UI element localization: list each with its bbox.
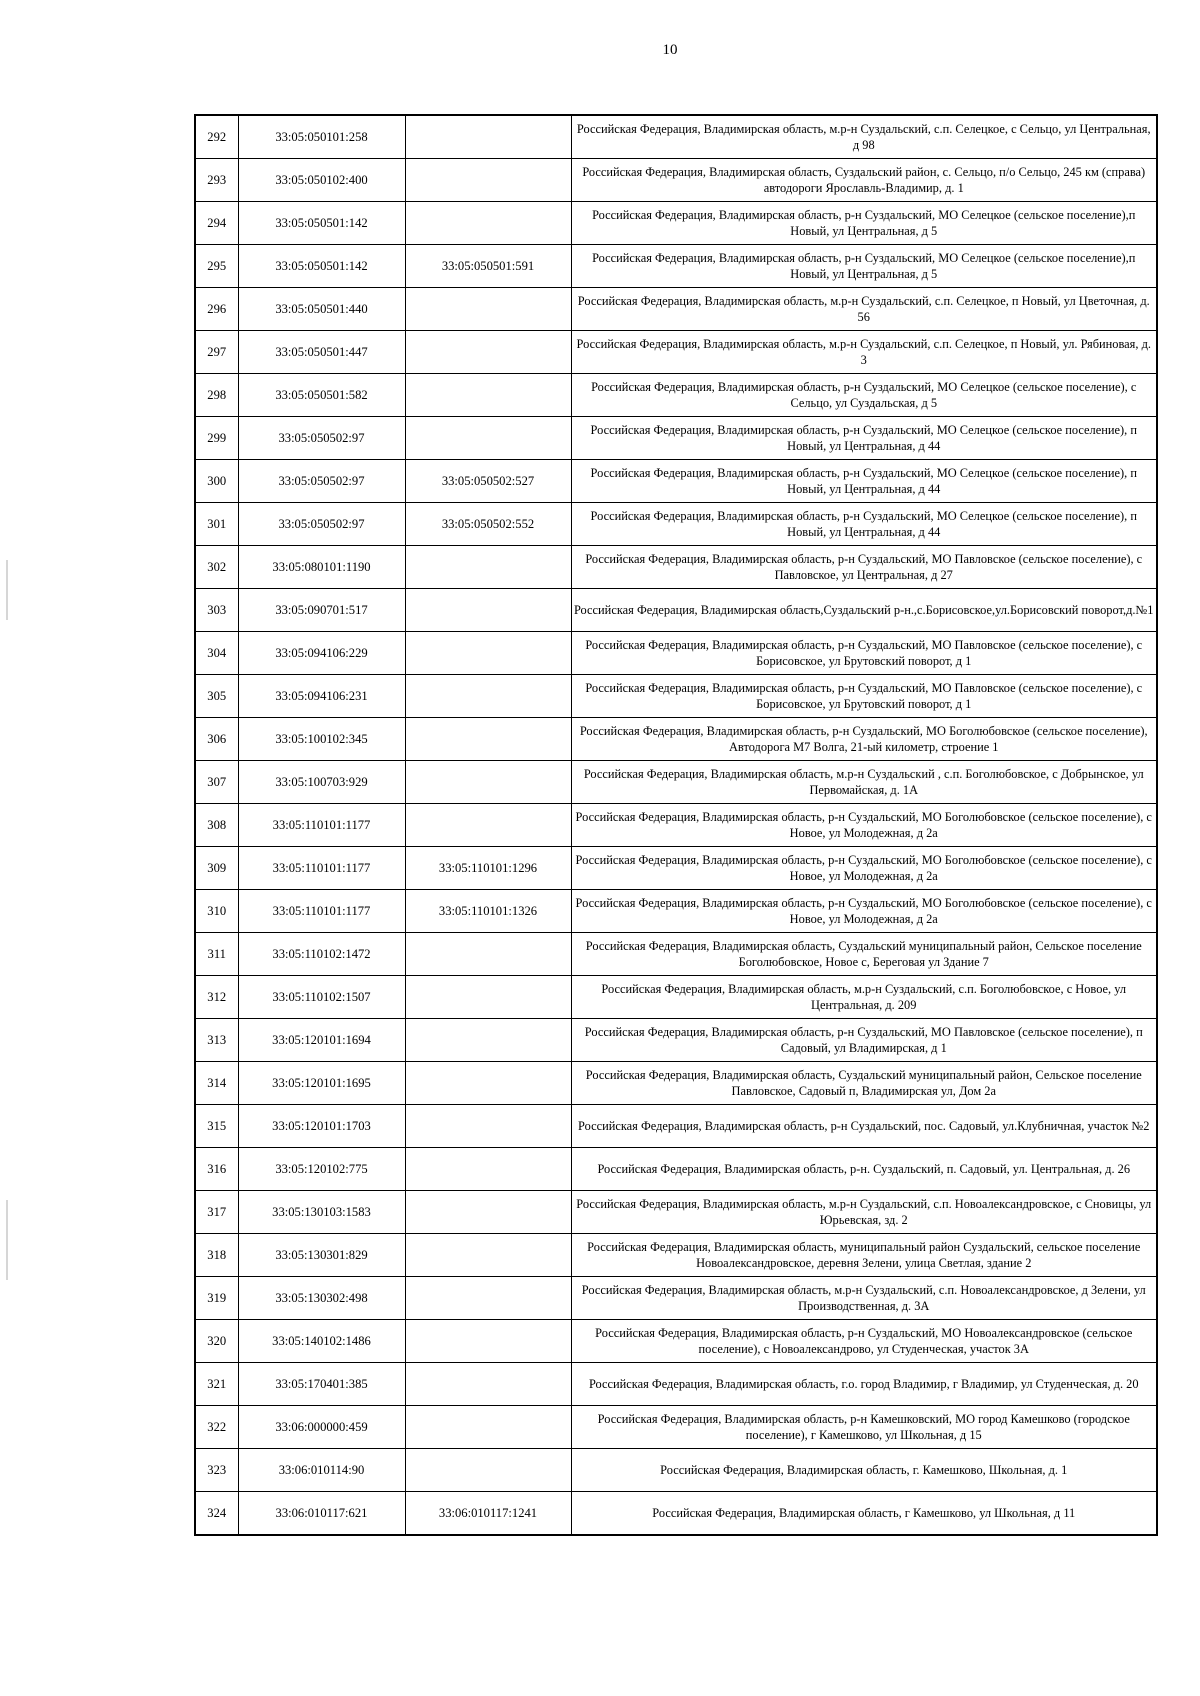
address-cell: Российская Федерация, Владимирская область, р-н Суздальский, МО Селецкое (сельское поселение), п Новый, ул Центральная, д 44 [571,503,1157,546]
address-cell: Российская Федерация, Владимирская область, р-н Суздальский, МО Павловское (сельское поселение), с Борисовское, ул Брутовский поворот, д 1 [571,632,1157,675]
related-cadastral-number-cell [405,288,571,331]
row-number-cell: 315 [195,1105,238,1148]
related-cadastral-number-cell [405,1191,571,1234]
address-cell: Российская Федерация, Владимирская область, р-н. Суздальский, п. Садовый, ул. Центральная, д. 26 [571,1148,1157,1191]
row-number-cell: 313 [195,1019,238,1062]
cadastral-number-cell: 33:05:094106:229 [238,632,405,675]
cadastral-number-cell: 33:05:110101:1177 [238,847,405,890]
address-cell: Российская Федерация, Владимирская область, р-н Суздальский, МО Селецкое (сельское поселение), п Новый, ул Центральная, д 44 [571,417,1157,460]
row-number-cell: 292 [195,115,238,159]
address-cell: Российская Федерация, Владимирская область, р-н Суздальский, МО Новоалександровское (сельское поселение), с Новоалександрово, ул Студенческая, участок 3А [571,1320,1157,1363]
row-number-cell: 323 [195,1449,238,1492]
cadastral-number-cell: 33:05:050501:142 [238,202,405,245]
cadastral-number-cell: 33:05:130103:1583 [238,1191,405,1234]
cadastral-number-cell: 33:05:120102:775 [238,1148,405,1191]
cadastral-number-cell: 33:05:170401:385 [238,1363,405,1406]
row-number-cell: 318 [195,1234,238,1277]
cadastral-number-cell: 33:05:050501:440 [238,288,405,331]
address-cell: Российская Федерация, Владимирская область, г.о. город Владимир, г Владимир, ул Студенческая, д. 20 [571,1363,1157,1406]
address-cell: Российская Федерация, Владимирская область, р-н Суздальский, пос. Садовый, ул.Клубничная, участок №2 [571,1105,1157,1148]
related-cadastral-number-cell [405,1406,571,1449]
table-row [195,1320,1157,1363]
row-number-cell: 297 [195,331,238,374]
related-cadastral-number-cell [405,1105,571,1148]
row-number-cell: 293 [195,159,238,202]
table-row [195,1277,1157,1320]
table-row [195,374,1157,417]
related-cadastral-number-cell: 33:05:050502:527 [405,460,571,503]
address-cell: Российская Федерация, Владимирская область, м.р-н Суздальский, с.п. Новоалександровское, д Зелени, ул Производственная, д. 3А [571,1277,1157,1320]
address-cell: Российская Федерация, Владимирская область, р-н Суздальский, МО Селецкое (сельское поселение),п Новый, ул Центральная, д 5 [571,245,1157,288]
address-cell: Российская Федерация, Владимирская область, р-н Суздальский, МО Боголюбовское (сельское поселение), с Новое, ул Молодежная, д 2а [571,890,1157,933]
related-cadastral-number-cell [405,589,571,632]
address-cell: Российская Федерация, Владимирская область, р-н Суздальский, МО Павловское (сельское поселение), с Павловское, ул Центральная, д 27 [571,546,1157,589]
address-cell: Российская Федерация, Владимирская область, муниципальный район Суздальский, сельское поселение Новоалександровское, деревня Зелени, улица Светлая, здание 2 [571,1234,1157,1277]
related-cadastral-number-cell [405,417,571,460]
table-row [195,245,1157,288]
registry-table [194,114,1158,1536]
address-cell: Российская Федерация, Владимирская область, р-н Суздальский, МО Селецкое (сельское поселение),п Новый, ул Центральная, д 5 [571,202,1157,245]
row-number-cell: 310 [195,890,238,933]
table-row [195,1492,1157,1536]
related-cadastral-number-cell [405,374,571,417]
address-cell: Российская Федерация, Владимирская область, м.р-н Суздальский, с.п. Новоалександровское, с Сновицы, ул Юрьевская, зд. 2 [571,1191,1157,1234]
table-row [195,159,1157,202]
related-cadastral-number-cell [405,718,571,761]
table-row [195,933,1157,976]
row-number-cell: 305 [195,675,238,718]
cadastral-number-cell: 33:05:110102:1472 [238,933,405,976]
row-number-cell: 314 [195,1062,238,1105]
row-number-cell: 301 [195,503,238,546]
table-row [195,1234,1157,1277]
table-row [195,460,1157,503]
related-cadastral-number-cell [405,1320,571,1363]
row-number-cell: 298 [195,374,238,417]
table-row [195,1105,1157,1148]
table-row [195,1019,1157,1062]
table-row [195,546,1157,589]
address-cell: Российская Федерация, Владимирская область, Суздальский район, с. Сельцо, п/о Сельцо, 245 км (справа) автодороги Ярославль-Владимир, д. 1 [571,159,1157,202]
table-row [195,1062,1157,1105]
table-row [195,804,1157,847]
cadastral-number-cell: 33:06:010114:90 [238,1449,405,1492]
table-row [195,1449,1157,1492]
row-number-cell: 302 [195,546,238,589]
cadastral-number-cell: 33:05:110101:1177 [238,804,405,847]
row-number-cell: 321 [195,1363,238,1406]
row-number-cell: 300 [195,460,238,503]
related-cadastral-number-cell [405,159,571,202]
related-cadastral-number-cell [405,115,571,159]
cadastral-number-cell: 33:05:120101:1703 [238,1105,405,1148]
row-number-cell: 317 [195,1191,238,1234]
related-cadastral-number-cell [405,632,571,675]
table-row [195,288,1157,331]
cadastral-number-cell: 33:05:100703:929 [238,761,405,804]
cadastral-number-cell: 33:05:094106:231 [238,675,405,718]
table-row [195,1148,1157,1191]
cadastral-number-cell: 33:05:080101:1190 [238,546,405,589]
address-cell: Российская Федерация, Владимирская область, р-н Суздальский, МО Селецкое (сельское поселение), п Новый, ул Центральная, д 44 [571,460,1157,503]
row-number-cell: 307 [195,761,238,804]
cadastral-number-cell: 33:05:130301:829 [238,1234,405,1277]
row-number-cell: 294 [195,202,238,245]
table-row [195,589,1157,632]
address-cell: Российская Федерация, Владимирская область, р-н Суздальский, МО Павловское (сельское поселение), п Садовый, ул Владимирская, д 1 [571,1019,1157,1062]
table-row [195,976,1157,1019]
cadastral-number-cell: 33:05:050101:258 [238,115,405,159]
address-cell: Российская Федерация, Владимирская область, р-н Суздальский, МО Боголюбовское (сельское поселение), с Новое, ул Молодежная, д 2а [571,804,1157,847]
scan-edge-mark [6,560,8,620]
address-cell: Российская Федерация, Владимирская область, р-н Суздальский, МО Боголюбовское (сельское поселение), Автодорога М7 Волга, 21-ый километр, строение 1 [571,718,1157,761]
related-cadastral-number-cell [405,546,571,589]
cadastral-number-cell: 33:05:050502:97 [238,503,405,546]
table-row [195,115,1157,159]
row-number-cell: 312 [195,976,238,1019]
related-cadastral-number-cell: 33:05:110101:1296 [405,847,571,890]
row-number-cell: 322 [195,1406,238,1449]
related-cadastral-number-cell [405,1234,571,1277]
address-cell: Российская Федерация, Владимирская область, м.р-н Суздальский, с.п. Боголюбовское, с Новое, ул Центральная, д. 209 [571,976,1157,1019]
table-row [195,1191,1157,1234]
row-number-cell: 324 [195,1492,238,1536]
cadastral-number-cell: 33:05:050501:447 [238,331,405,374]
row-number-cell: 309 [195,847,238,890]
cadastral-number-cell: 33:05:130302:498 [238,1277,405,1320]
related-cadastral-number-cell [405,331,571,374]
row-number-cell: 296 [195,288,238,331]
table-row [195,675,1157,718]
related-cadastral-number-cell [405,1363,571,1406]
address-cell: Российская Федерация, Владимирская область, м.р-н Суздальский, с.п. Селецкое, п Новый, ул Цветочная, д. 56 [571,288,1157,331]
row-number-cell: 299 [195,417,238,460]
cadastral-number-cell: 33:05:050501:142 [238,245,405,288]
table-row [195,202,1157,245]
related-cadastral-number-cell [405,675,571,718]
address-cell: Российская Федерация, Владимирская область, Суздальский муниципальный район, Сельское поселение Павловское, Садовый п, Владимирская ул, Дом 2а [571,1062,1157,1105]
table-row [195,761,1157,804]
row-number-cell: 319 [195,1277,238,1320]
table-row [195,890,1157,933]
related-cadastral-number-cell: 33:06:010117:1241 [405,1492,571,1536]
table-row [195,1363,1157,1406]
page-number: 10 [662,42,678,58]
row-number-cell: 306 [195,718,238,761]
cadastral-number-cell: 33:05:140102:1486 [238,1320,405,1363]
cadastral-number-cell: 33:05:120101:1695 [238,1062,405,1105]
related-cadastral-number-cell [405,1277,571,1320]
address-cell: Российская Федерация, Владимирская область, р-н Суздальский, МО Селецкое (сельское поселение), с Сельцо, ул Суздальская, д 5 [571,374,1157,417]
address-cell: Российская Федерация, Владимирская область, р-н Камешковский, МО город Камешково (городское поселение), г Камешково, ул Школьная, д 15 [571,1406,1157,1449]
table-row [195,632,1157,675]
registry-table-body [195,115,1157,1535]
related-cadastral-number-cell [405,1062,571,1105]
row-number-cell: 304 [195,632,238,675]
related-cadastral-number-cell: 33:05:050502:552 [405,503,571,546]
address-cell: Российская Федерация, Владимирская область, р-н Суздальский, МО Боголюбовское (сельское поселение), с Новое, ул Молодежная, д 2а [571,847,1157,890]
scan-edge-mark [6,1200,8,1280]
table-row [195,847,1157,890]
cadastral-number-cell: 33:05:090701:517 [238,589,405,632]
cadastral-number-cell: 33:05:120101:1694 [238,1019,405,1062]
row-number-cell: 316 [195,1148,238,1191]
row-number-cell: 308 [195,804,238,847]
address-cell: Российская Федерация, Владимирская область, м.р-н Суздальский, с.п. Селецкое, с Сельцо, ул Центральная, д 98 [571,115,1157,159]
address-cell: Российская Федерация, Владимирская область, м.р-н Суздальский , с.п. Боголюбовское, с Добрынское, ул Первомайская, д. 1А [571,761,1157,804]
row-number-cell: 303 [195,589,238,632]
cadastral-number-cell: 33:05:110102:1507 [238,976,405,1019]
row-number-cell: 320 [195,1320,238,1363]
address-cell: Российская Федерация, Владимирская область, р-н Суздальский, МО Павловское (сельское поселение), с Борисовское, ул Брутовский поворот, д 1 [571,675,1157,718]
address-cell: Российская Федерация, Владимирская область,Суздальский р-н.,с.Борисовское,ул.Борисовский поворот,д.№1 [571,589,1157,632]
row-number-cell: 311 [195,933,238,976]
cadastral-number-cell: 33:05:050502:97 [238,460,405,503]
related-cadastral-number-cell [405,1449,571,1492]
related-cadastral-number-cell [405,1019,571,1062]
cadastral-number-cell: 33:05:050102:400 [238,159,405,202]
related-cadastral-number-cell [405,1148,571,1191]
related-cadastral-number-cell [405,976,571,1019]
table-row [195,1406,1157,1449]
address-cell: Российская Федерация, Владимирская область, г. Камешково, Школьная, д. 1 [571,1449,1157,1492]
cadastral-number-cell: 33:05:110101:1177 [238,890,405,933]
row-number-cell: 295 [195,245,238,288]
cadastral-number-cell: 33:05:050502:97 [238,417,405,460]
related-cadastral-number-cell: 33:05:050501:591 [405,245,571,288]
table-row [195,503,1157,546]
cadastral-number-cell: 33:05:050501:582 [238,374,405,417]
cadastral-number-cell: 33:06:010117:621 [238,1492,405,1536]
table-row [195,417,1157,460]
related-cadastral-number-cell [405,202,571,245]
table-row [195,331,1157,374]
related-cadastral-number-cell: 33:05:110101:1326 [405,890,571,933]
cadastral-number-cell: 33:05:100102:345 [238,718,405,761]
related-cadastral-number-cell [405,933,571,976]
cadastral-number-cell: 33:06:000000:459 [238,1406,405,1449]
address-cell: Российская Федерация, Владимирская область, Суздальский муниципальный район, Сельское поселение Боголюбовское, Новое с, Береговая ул Здание 7 [571,933,1157,976]
related-cadastral-number-cell [405,761,571,804]
address-cell: Российская Федерация, Владимирская область, м.р-н Суздальский, с.п. Селецкое, п Новый, ул. Рябиновая, д. 3 [571,331,1157,374]
address-cell: Российская Федерация, Владимирская область, г Камешково, ул Школьная, д 11 [571,1492,1157,1536]
related-cadastral-number-cell [405,804,571,847]
table-row [195,718,1157,761]
